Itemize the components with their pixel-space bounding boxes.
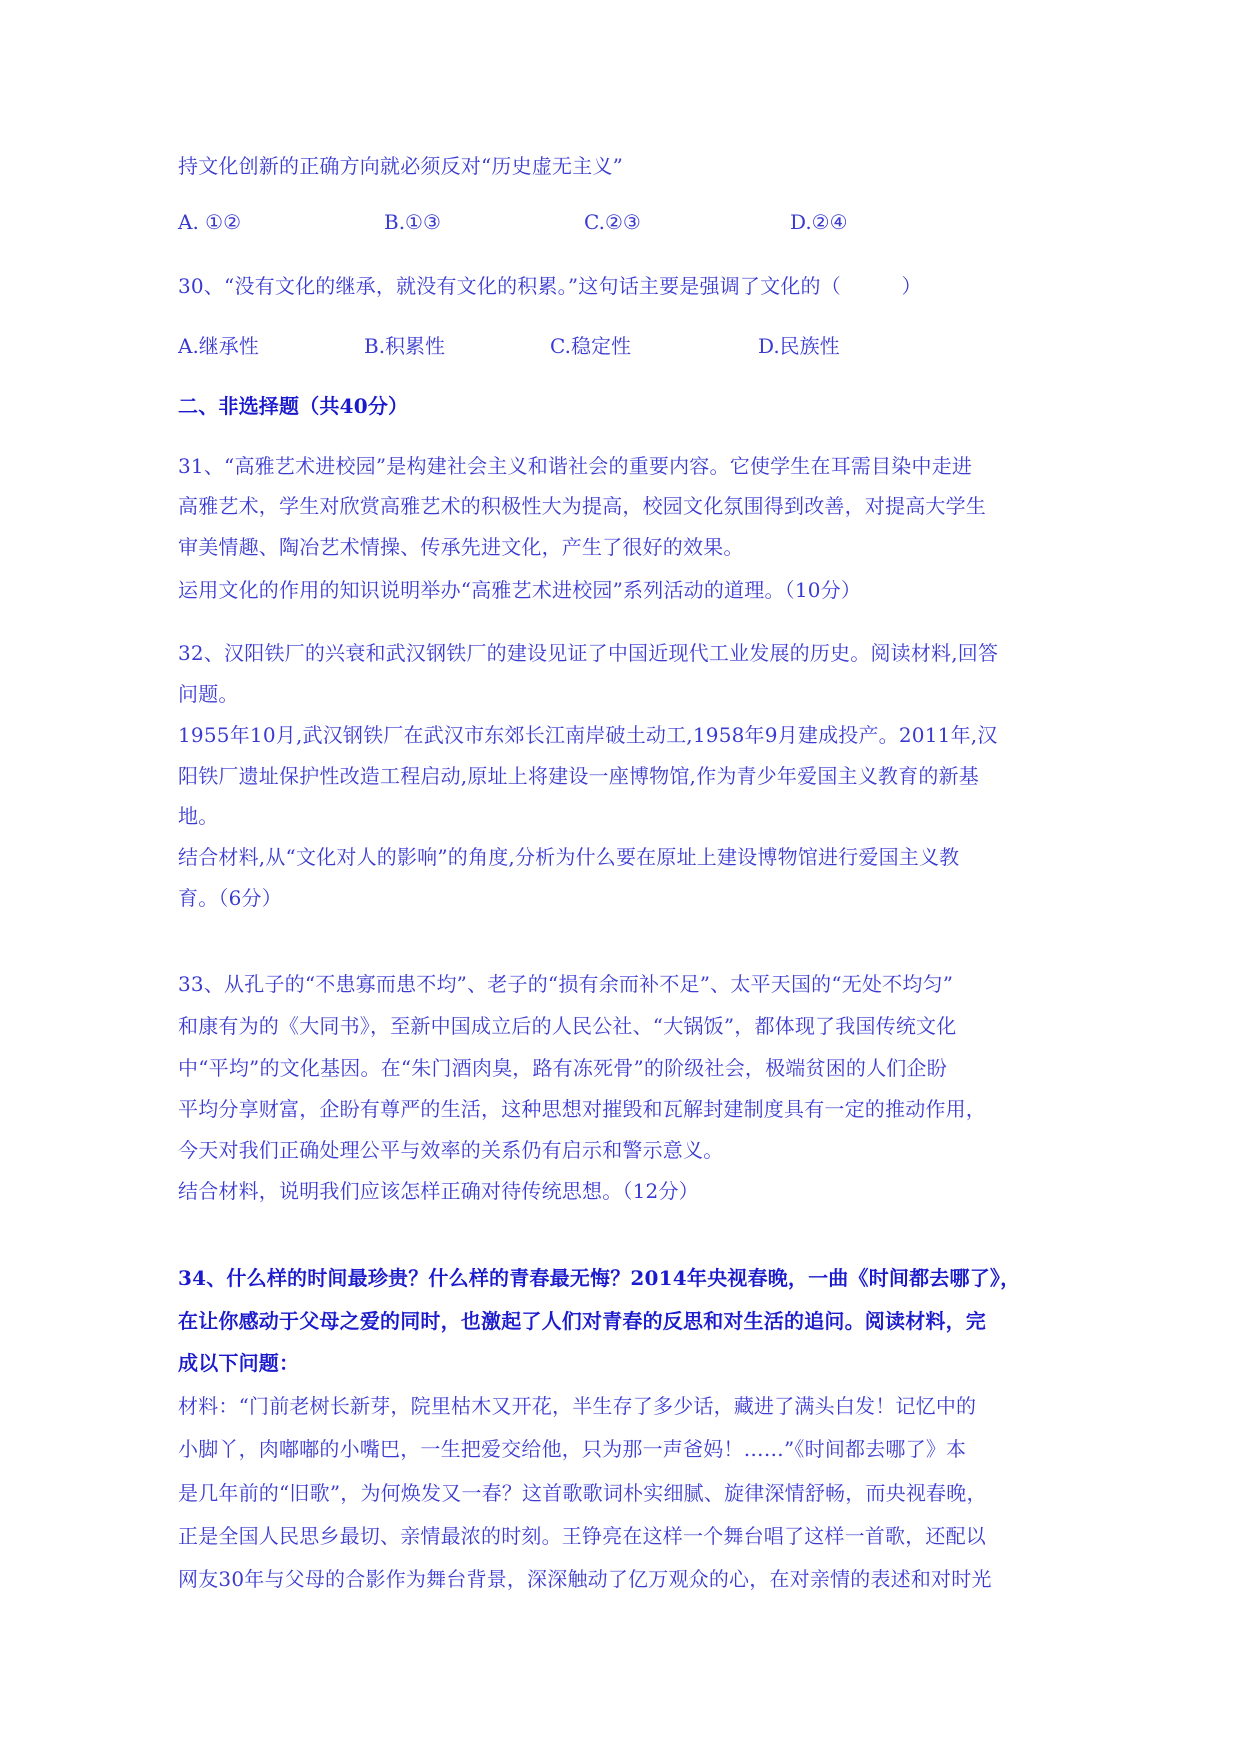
q34-material-line: 正是全国人民思乡最切、亲情最浓的时刻。王铮亮在这样一个舞台唱了这样一首歌，还配以 <box>178 1524 986 1548</box>
q31-line: 高雅艺术，学生对欣赏高雅艺术的积极性大为提高，校园文化氛围得到改善，对提高大学生 <box>178 494 986 518</box>
q32-line: 1955年10月,武汉钢铁厂在武汉市东郊长江南岸破土动工,1958年9月建成投产。2011年,汉 <box>178 723 998 747</box>
q29-option-b: B.①③ <box>384 210 441 234</box>
q29-stem-tail: 持文化创新的正确方向就必须反对“历史虚无主义” <box>178 154 624 178</box>
q29-option-c: C.②③ <box>584 210 641 234</box>
q33-line: 和康有为的《大同书》，至新中国成立后的人民公社、“大锅饭”，都体现了我国传统文化 <box>178 1014 957 1038</box>
q34-material-line: 网友30年与父母的合影作为舞台背景，深深触动了亿万观众的心，在对亲情的表述和对时光 <box>178 1567 992 1591</box>
q34-material-line: 是几年前的“旧歌”，为何焕发又一春？这首歌歌词朴实细腻、旋律深情舒畅，而央视春晚， <box>178 1481 987 1505</box>
q33-line: 平均分享财富，企盼有尊严的生活，这种思想对摧毁和瓦解封建制度具有一定的推动作用， <box>178 1097 986 1121</box>
q34-stem: 在让你感动于父母之爱的同时，也激起了人们对青春的反思和对生活的追问。阅读材料，完 <box>178 1309 986 1333</box>
q31-line: 31、“高雅艺术进校园”是构建社会主义和谐社会的重要内容。它使学生在耳需目染中走进 <box>178 454 973 478</box>
q33-prompt: 结合材料，说明我们应该怎样正确对待传统思想。（12分） <box>178 1179 699 1203</box>
q31-prompt: 运用文化的作用的知识说明举办“高雅艺术进校园”系列活动的道理。（10分） <box>178 578 862 602</box>
q34-material-line: 小脚丫，肉嘟嘟的小嘴巴，一生把爱交给他，只为那一声爸妈！……”《时间都去哪了》本 <box>178 1437 967 1461</box>
q33-line: 33、从孔子的“不患寡而患不均”、老子的“损有余而补不足”、太平天国的“无处不均匀” <box>178 972 954 996</box>
q34-material-line: 材料：“门前老树长新芽，院里枯木又开花，半生存了多少话，藏进了满头白发！记忆中的 <box>178 1394 977 1418</box>
q30-option-d: D.民族性 <box>758 334 840 358</box>
section-2-title: 二、非选择题（共40分） <box>178 394 409 418</box>
q32-prompt: 育。（6分） <box>178 886 282 910</box>
q32-line: 阳铁厂遗址保护性改造工程启动,原址上将建设一座博物馆,作为青少年爱国主义教育的新基 <box>178 764 979 788</box>
q33-line: 中“平均”的文化基因。在“朱门酒肉臭，路有冻死骨”的阶级社会，极端贫困的人们企盼 <box>178 1056 947 1080</box>
q29-option-a: A. ①② <box>178 210 242 234</box>
q31-line: 审美情趣、陶冶艺术情操、传承先进文化，产生了很好的效果。 <box>178 535 744 559</box>
q30-option-c: C.稳定性 <box>550 334 631 358</box>
q29-option-d: D.②④ <box>790 210 848 234</box>
q30-option-a: A.继承性 <box>178 334 259 358</box>
q33-line: 今天对我们正确处理公平与效率的关系仍有启示和警示意义。 <box>178 1138 724 1162</box>
q30-option-b: B.积累性 <box>364 334 446 358</box>
q32-line: 结合材料,从“文化对人的影响”的角度,分析为什么要在原址上建设博物馆进行爱国主义教 <box>178 845 960 869</box>
q32-line: 32、汉阳铁厂的兴衰和武汉钢铁厂的建设见证了中国近现代工业发展的历史。阅读材料,回答 <box>178 641 999 665</box>
q34-stem: 34、什么样的时间最珍贵？什么样的青春最无悔？2014年央视春晚，一曲《时间都去哪了》， <box>178 1266 1021 1290</box>
q30-stem: 30、“没有文化的继承，就没有文化的积累。”这句话主要是强调了文化的（ ） <box>178 274 922 298</box>
q32-line: 地。 <box>178 804 219 828</box>
q34-stem: 成以下问题： <box>178 1351 300 1375</box>
q32-line: 问题。 <box>178 682 239 706</box>
